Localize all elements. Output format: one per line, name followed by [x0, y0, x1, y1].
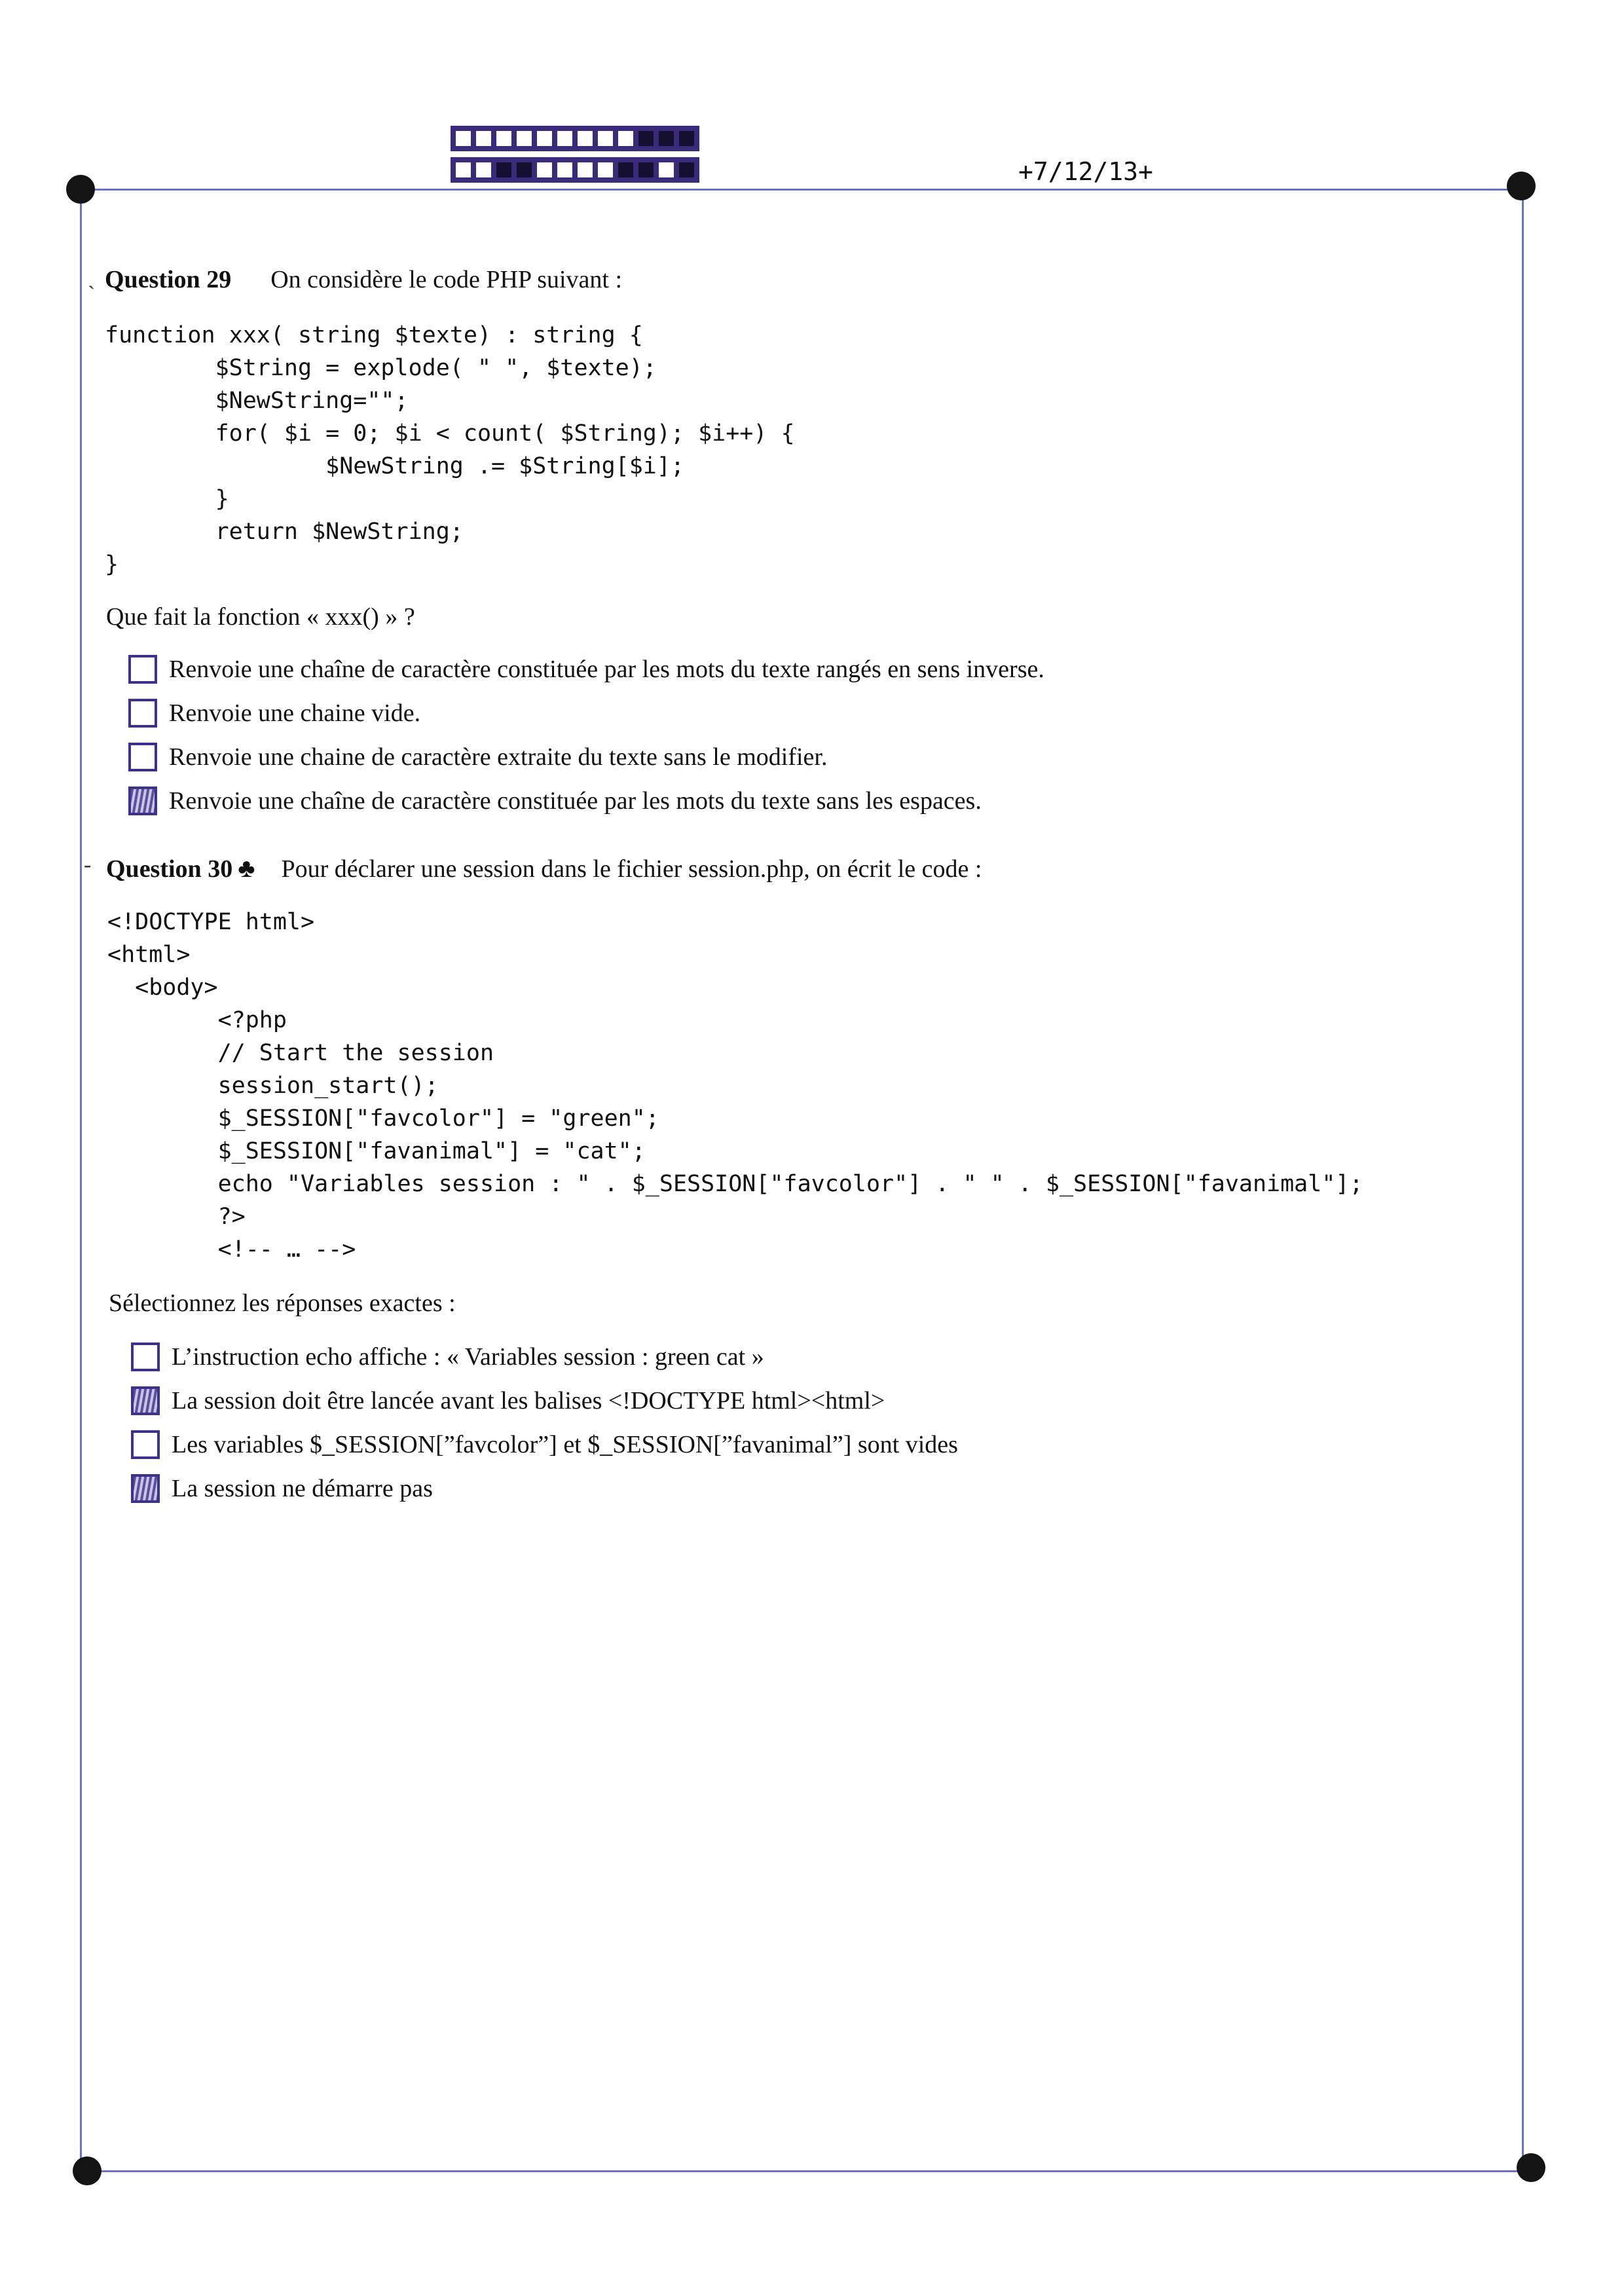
- barcode-cell: [494, 160, 514, 180]
- frame-right: [1522, 189, 1524, 2172]
- barcode-cell: [636, 160, 656, 180]
- barcode-cell: [656, 128, 676, 149]
- q29-option-4[interactable]: [128, 787, 982, 815]
- q29-checkbox-4[interactable]: [128, 787, 157, 815]
- q30-checkbox-3[interactable]: [131, 1430, 160, 1459]
- barcode-cell: [616, 128, 636, 149]
- barcode-cell: [676, 128, 697, 149]
- barcode-cell: [473, 128, 494, 149]
- q30-option-2-label: La session doit être lancée avant les balises <!DOCTYPE html><html>: [172, 1387, 885, 1415]
- q30-option-4[interactable]: [131, 1474, 433, 1503]
- question-29-number: Question 29: [105, 266, 232, 293]
- q30-option-3[interactable]: [131, 1430, 958, 1459]
- q30-option-3-label: Les variables $_SESSION[”favcolor”] et $_SESSION[”favanimal”] sont vides: [172, 1431, 958, 1458]
- barcode-cell: [534, 128, 555, 149]
- q30-option-1-label: L’instruction echo affiche : « Variables session : green cat »: [172, 1343, 764, 1371]
- barcode-cell: [494, 128, 514, 149]
- question-30-prompt: Sélectionnez les réponses exactes :: [109, 1289, 456, 1317]
- q29-option-1-label: Renvoie une chaîne de caractère constituée par les mots du texte rangés en sens inverse.: [169, 656, 1044, 683]
- barcode-cell: [595, 128, 616, 149]
- frame-left: [80, 189, 82, 2172]
- barcode-row-1: [451, 126, 699, 151]
- question-29-heading: [105, 265, 622, 294]
- q29-option-4-label: Renvoie une chaîne de caractère constituée par les mots du texte sans les espaces.: [169, 787, 982, 815]
- corner-mark-bottom-right: [1517, 2153, 1545, 2182]
- barcode-cell: [575, 160, 595, 180]
- q29-option-2[interactable]: [128, 699, 420, 728]
- corner-mark-top-left: [66, 175, 95, 204]
- barcode-cell: [534, 160, 555, 180]
- margin-mark-q29: ˎ: [88, 265, 96, 289]
- q29-checkbox-3[interactable]: [128, 743, 157, 771]
- q30-checkbox-2[interactable]: [131, 1386, 160, 1415]
- question-30-number: Question 30: [106, 855, 233, 883]
- barcode-row-2: [451, 157, 699, 183]
- q29-checkbox-2[interactable]: [128, 699, 157, 728]
- q30-option-1[interactable]: [131, 1342, 764, 1371]
- barcode-cell: [514, 160, 534, 180]
- barcode-cell: [453, 160, 473, 180]
- corner-mark-bottom-left: [73, 2157, 101, 2185]
- q29-option-2-label: Renvoie une chaine vide.: [169, 699, 421, 727]
- question-29-prompt: Que fait la fonction « xxx() » ?: [106, 603, 415, 631]
- frame-bottom: [85, 2170, 1532, 2172]
- q29-option-1[interactable]: [128, 655, 1044, 684]
- q30-option-4-label: La session ne démarre pas: [172, 1475, 433, 1502]
- barcode-cell: [656, 160, 676, 180]
- barcode-cell: [676, 160, 697, 180]
- page-identifier: +7/12/13+: [1018, 157, 1153, 186]
- barcode-cell: [514, 128, 534, 149]
- barcode-cell: [616, 160, 636, 180]
- q30-checkbox-4[interactable]: [131, 1474, 160, 1503]
- question-30-code: <!DOCTYPE html> <html> <body> <?php // Start the session session_start(); $_SESSION["favcolor"] = "green"; $_SESSION["favanimal"] = "cat"; echo "Variables session : " . $_SESSION["favcolor"] . " " . $_SESSION["favanimal"]; ?> <!-- … -->: [107, 909, 1363, 1263]
- barcode-cell: [555, 128, 575, 149]
- q30-checkbox-1[interactable]: [131, 1342, 160, 1371]
- barcode-cell: [636, 128, 656, 149]
- question-29-code: function xxx( string $texte) : string { $String = explode( " ", $texte); $NewString=""; for( $i = 0; $i < count( $String); $i++) { $NewString .= $String[$i]; } return $NewString; }: [105, 322, 795, 578]
- question-30-intro: Pour déclarer une session dans le fichier session.php, on écrit le code :: [281, 855, 982, 883]
- barcode-cell: [575, 128, 595, 149]
- barcode-cell: [555, 160, 575, 180]
- question-29-intro: On considère le code PHP suivant :: [270, 266, 623, 293]
- q29-option-3[interactable]: [128, 743, 827, 771]
- margin-mark-q30: -: [84, 853, 92, 877]
- corner-mark-top-right: [1507, 172, 1536, 200]
- frame-top: [80, 189, 1523, 191]
- barcode-cell: [453, 128, 473, 149]
- question-30-heading: [106, 853, 982, 883]
- q29-option-3-label: Renvoie une chaine de caractère extraite du texte sans le modifier.: [169, 743, 828, 771]
- club-icon: ♣: [238, 853, 255, 883]
- barcode-cell: [473, 160, 494, 180]
- q29-checkbox-1[interactable]: [128, 655, 157, 684]
- barcode-cell: [595, 160, 616, 180]
- q30-option-2[interactable]: [131, 1386, 885, 1415]
